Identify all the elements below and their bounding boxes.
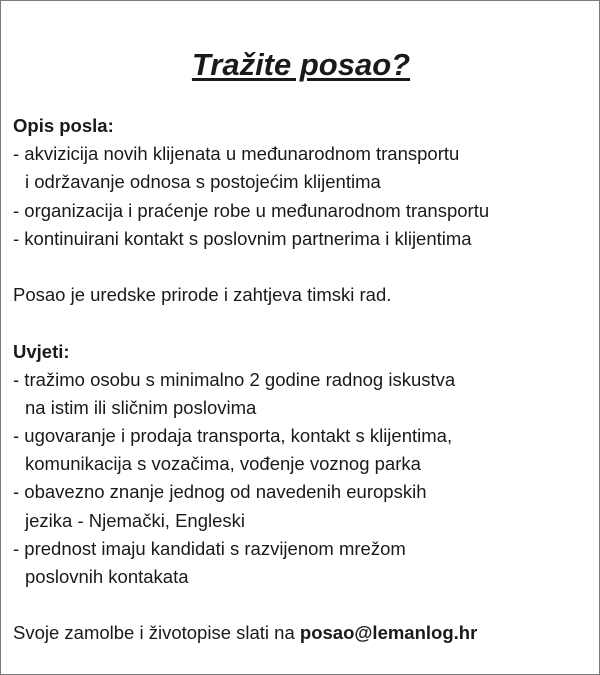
contact-text: Svoje zamolbe i životopise slati na	[13, 622, 300, 644]
conditions-heading: Uvjeti:	[13, 340, 70, 362]
job-description-item	[13, 225, 598, 253]
ad-title: Tražite posao?	[191, 47, 411, 82]
item-line: - tražimo osobu s minimalno 2 godine radnog iskustva	[13, 368, 456, 390]
item-line-continued: i održavanje odnosa s postojećim klijentima	[25, 171, 381, 193]
spacer	[13, 309, 598, 337]
job-description-item	[13, 140, 598, 196]
item-line: - organizacija i praćenje robe u međunarodnom transportu	[13, 199, 490, 221]
condition-item	[13, 422, 598, 478]
item-line: - ugovaranje i prodaja transporta, kontakt s klijentima,	[13, 425, 453, 447]
item-line: - prednost imaju kandidati s razvijenom mrežom	[13, 537, 406, 559]
spacer	[13, 253, 598, 281]
condition-item	[13, 366, 598, 422]
spacer	[13, 591, 598, 619]
item-line-continued: na istim ili sličnim poslovima	[25, 396, 257, 418]
item-line-continued: komunikacija s vozačima, vođenje voznog parka	[25, 453, 421, 475]
ad-content	[13, 112, 598, 648]
contact-line	[13, 619, 598, 647]
condition-item	[13, 535, 598, 591]
office-note: Posao je uredske prirode i zahtjeva timski rad.	[13, 284, 392, 306]
item-line: - obavezno znanje jednog od navedenih europskih	[13, 481, 427, 503]
item-line-continued: jezika - Njemački, Engleski	[25, 509, 246, 531]
item-line: - akvizicija novih klijenata u međunarodnom transportu	[13, 143, 460, 165]
job-description-heading: Opis posla:	[13, 115, 114, 136]
job-description-item	[13, 197, 598, 225]
item-line: - kontinuirani kontakt s poslovnim partnerima i klijentima	[13, 227, 472, 249]
condition-item	[13, 478, 598, 534]
item-line-continued: poslovnih kontakata	[25, 566, 189, 587]
contact-email[interactable]: posao@lemanlog.hr	[299, 622, 478, 644]
